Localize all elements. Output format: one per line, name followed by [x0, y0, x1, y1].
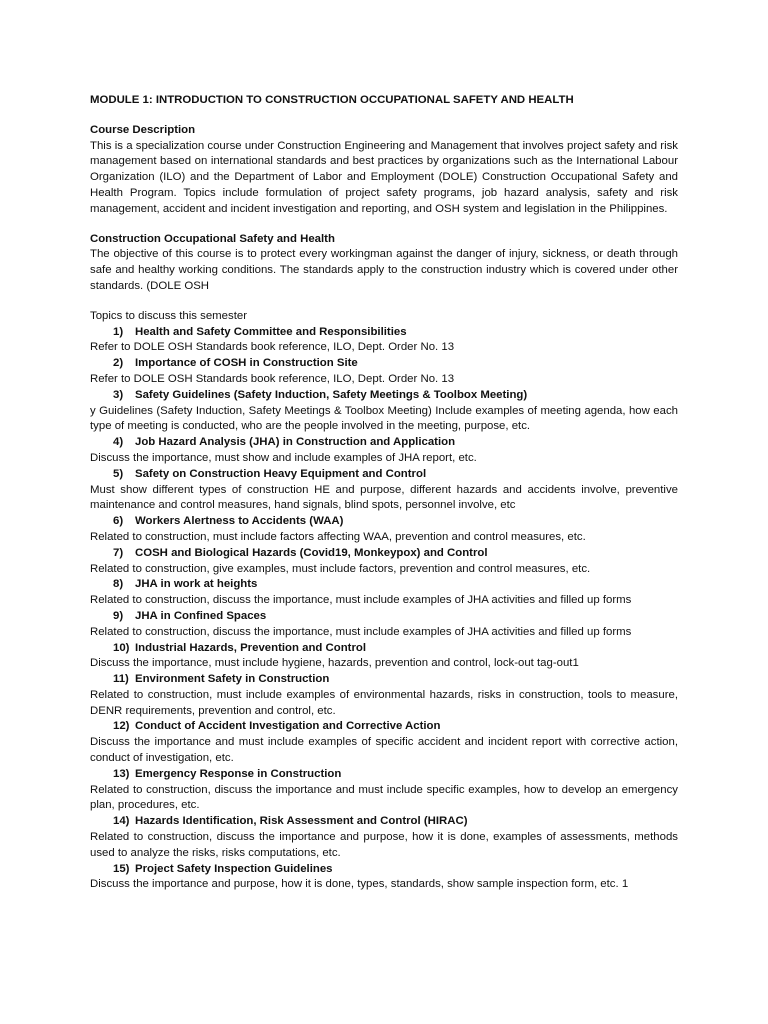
- list-item: [90, 356, 678, 388]
- topic-title: 11) Environment Safety in Construction: [113, 673, 330, 686]
- list-item: [90, 862, 678, 894]
- list-item: [90, 641, 678, 673]
- topic-title: 1) Health and Safety Committee and Responsibilities: [113, 325, 407, 338]
- topic-description: Related to construction, discuss the importance and purpose, how it is done, examples of assessments, methods used to analyze the risks, risks computations, etc.: [90, 831, 678, 859]
- cosh-body: The objective of this course is to protect every workingman against the danger of injury, sickness, or death through safe and healthy working conditions. The standards apply to the construction industry which is covered under other standards. (DOLE OSH: [90, 248, 678, 292]
- topic-description: Related to construction, must include factors affecting WAA, prevention and control measures, etc.: [90, 530, 586, 543]
- list-item: [90, 767, 678, 814]
- course-description-heading: Course Description: [90, 123, 196, 136]
- topic-title: 8) JHA in work at heights: [113, 578, 258, 591]
- topic-description: Related to construction, must include examples of environmental hazards, risks in construction, tools to measure, DENR requirements, prevention and control, etc.: [90, 688, 678, 717]
- list-item: [90, 577, 678, 609]
- topics-intro: Topics to discuss this semester: [90, 309, 247, 322]
- topic-description: Discuss the importance, must include hygiene, hazards, prevention and control, lock-out tag-out1: [90, 657, 579, 670]
- list-item: [90, 814, 678, 861]
- topics-list: [90, 325, 678, 894]
- topic-description: Related to construction, give examples, must include factors, prevention and control measures, etc.: [90, 562, 591, 575]
- topic-title: 9) JHA in Confined Spaces: [113, 609, 267, 622]
- list-item: [90, 514, 678, 546]
- topic-title: 12) Conduct of Accident Investigation and Corrective Action: [113, 720, 441, 733]
- topic-title: 3) Safety Guidelines (Safety Induction, Safety Meetings & Toolbox Meeting): [113, 388, 528, 401]
- topic-title: 13) Emergency Response in Construction: [113, 767, 342, 780]
- list-item: [90, 672, 678, 719]
- topic-description: Must show different types of construction HE and purpose, different hazards and accidents involve, preventive maintenance and control measures, hand signals, blind spots, personnel involve, etc: [90, 483, 678, 512]
- topic-description: Discuss the importance and purpose, how it is done, types, standards, show sample inspection form, etc. 1: [90, 878, 629, 891]
- cosh-heading: Construction Occupational Safety and Health: [90, 232, 335, 245]
- topic-description: Discuss the importance and must include examples of specific accident and incident report with corrective action, conduct of investigation, etc.: [90, 736, 678, 765]
- topic-title: 15) Project Safety Inspection Guidelines: [113, 862, 333, 875]
- topic-title: 4) Job Hazard Analysis (JHA) in Construction and Application: [113, 436, 456, 449]
- topic-description: Discuss the importance, must show and include examples of JHA report, etc.: [90, 451, 477, 464]
- list-item: [90, 388, 678, 435]
- list-item: [90, 435, 678, 467]
- list-item: [90, 325, 678, 357]
- module-title: MODULE 1: INTRODUCTION TO CONSTRUCTION OCCUPATIONAL SAFETY AND HEALTH: [90, 94, 574, 106]
- topic-description: y Guidelines (Safety Induction, Safety Meetings & Toolbox Meeting) Include examples of meeting agenda, how each type of meeting is conducted, who are the people involved in the meeting, purpose, etc.: [90, 404, 678, 433]
- list-item: [90, 719, 678, 766]
- topic-description: Refer to DOLE OSH Standards book reference, ILO, Dept. Order No. 13: [90, 341, 455, 354]
- list-item: [90, 609, 678, 641]
- course-description-body: This is a specialization course under Construction Engineering and Management that involves project safety and risk management based on international standards and best practices by organizations such as the International Labour Organization (ILO) and the Department of Labor and Employment (DOLE) Construction Occupational Safety and Health Program. Topics include formulation of project safety programs, job hazard analysis, safety and risk management, accident and incident investigation and reporting, and OSH system and legislation in the Philippines.: [90, 139, 678, 215]
- topic-title: 10) Industrial Hazards, Prevention and Control: [113, 641, 367, 654]
- topic-title: 6) Workers Alertness to Accidents (WAA): [113, 515, 344, 528]
- list-item: [90, 467, 678, 514]
- list-item: [90, 546, 678, 578]
- topic-title: 7) COSH and Biological Hazards (Covid19, Monkeypox) and Control: [113, 546, 488, 559]
- topic-description: Related to construction, discuss the importance, must include examples of JHA activities and filled up forms: [90, 594, 632, 607]
- topic-title: 14) Hazards Identification, Risk Assessment and Control (HIRAC): [113, 815, 468, 828]
- topic-description: Related to construction, discuss the importance and must include specific examples, how to develop an emergency plan, procedures, etc.: [90, 783, 678, 812]
- topic-title: 5) Safety on Construction Heavy Equipment and Control: [113, 467, 427, 480]
- topic-title: 2) Importance of COSH in Construction Site: [113, 357, 358, 370]
- topic-description: Refer to DOLE OSH Standards book reference, ILO, Dept. Order No. 13: [90, 372, 455, 385]
- topic-description: Related to construction, discuss the importance, must include examples of JHA activities and filled up forms: [90, 625, 632, 638]
- document-page: [90, 93, 678, 893]
